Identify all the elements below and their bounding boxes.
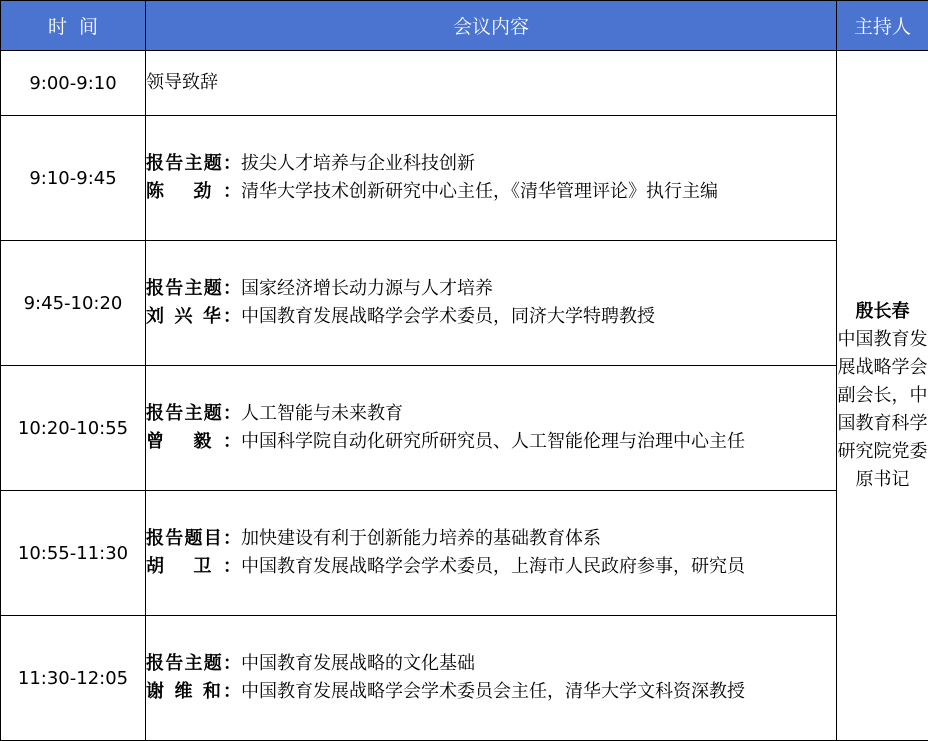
- table-row: [1, 366, 928, 491]
- speaker-text: 中国科学院自动化研究所研究员、人工智能伦理与治理中心主任: [241, 431, 745, 452]
- table-row: [1, 616, 928, 741]
- topic-text: 人工智能与未来教育: [241, 403, 403, 424]
- topic-text: 国家经济增长动力源与人才培养: [241, 278, 493, 299]
- topic-label: 报告主题：: [146, 403, 241, 424]
- topic-text: 中国教育发展战略的文化基础: [241, 653, 475, 674]
- content-cell: [146, 491, 837, 616]
- topic-label: 报告主题：: [146, 653, 241, 674]
- header-time: 时 间: [1, 1, 146, 51]
- table-row: [1, 491, 928, 616]
- content-cell: [146, 366, 837, 491]
- host-name: 殷长春: [855, 300, 910, 322]
- topic-label: 报告主题：: [146, 153, 241, 174]
- time-cell: 9:00-9:10: [1, 51, 146, 116]
- speaker-text: 中国教育发展战略学会学术委员，同济大学特聘教授: [241, 306, 655, 327]
- speaker-text: 中国教育发展战略学会学术委员会主任，清华大学文科资深教授: [241, 681, 745, 702]
- topic-text: 拔尖人才培养与企业科技创新: [241, 153, 475, 174]
- speaker-label: 陈 劲：: [146, 181, 241, 202]
- speaker-text: 中国教育发展战略学会学术委员，上海市人民政府参事，研究员: [241, 556, 745, 577]
- time-cell: 11:30-12:05: [1, 616, 146, 741]
- opening-text: 领导致辞: [146, 72, 218, 93]
- speaker-label: 胡 卫：: [146, 556, 241, 577]
- table-row: [1, 241, 928, 366]
- speaker-label: 曾 毅：: [146, 431, 241, 452]
- content-cell: [146, 51, 837, 116]
- topic-text: 加快建设有利于创新能力培养的基础教育体系: [241, 528, 601, 549]
- time-cell: 9:45-10:20: [1, 241, 146, 366]
- speaker-label: 刘 兴 华：: [146, 306, 241, 327]
- time-cell: 9:10-9:45: [1, 116, 146, 241]
- content-cell: [146, 616, 837, 741]
- time-cell: 10:20-10:55: [1, 366, 146, 491]
- content-cell: [146, 116, 837, 241]
- table-row: [1, 51, 928, 116]
- topic-label: 报告主题：: [146, 278, 241, 299]
- speaker-text: 清华大学技术创新研究中心主任，《清华管理评论》执行主编: [241, 181, 718, 202]
- header-row: [1, 1, 928, 51]
- content-cell: [146, 241, 837, 366]
- host-cell: [837, 51, 928, 741]
- topic-label: 报告题目：: [146, 528, 241, 549]
- table-row: [1, 116, 928, 241]
- speaker-label: 谢 维 和：: [146, 681, 241, 702]
- time-cell: 10:55-11:30: [1, 491, 146, 616]
- host-title: 中国教育发展战略学会副会长，中国教育科学研究院党委原书记: [837, 328, 928, 490]
- header-content: 会议内容: [146, 1, 837, 51]
- header-host: 主持人: [837, 1, 928, 51]
